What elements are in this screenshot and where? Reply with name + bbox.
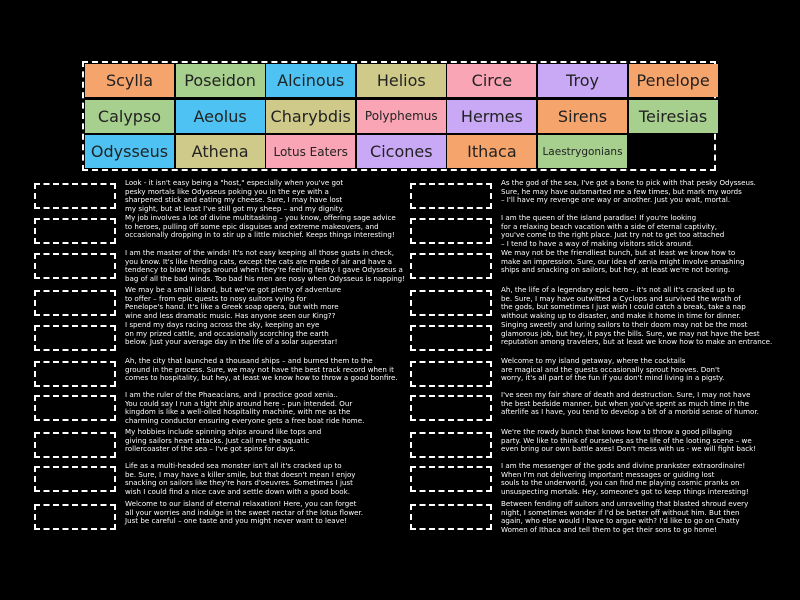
clue-text: We may be a small island, but we've got plenty of adventure to offer – from epic quests to nosy suitors vying for Penelope's hand. It's like a Greek soap opera, but with more wine and less dramatic music. Has anyone seen our King?? — [125, 285, 342, 320]
clue-text: I am the master of the winds! It's not easy keeping all those gusts in check, you know. It's like herding cats, except the cats are made of air and have a tendency to blow things around when they're feeling feisty. I gave Odysseus a bag of all the bad winds. Too bad his men are nosy when Odysseus is napping! — [125, 248, 406, 283]
tile-sirens[interactable]: Sirens — [538, 100, 627, 133]
clue-text: I spend my days racing across the sky, keeping an eye on my prized cattle, and occasionally scorching the earth below. Just your average day in the life of a solar superstar! — [125, 320, 338, 347]
clue-text: I am the queen of the island paradise! If you're looking for a relaxing beach vacation with a side of eternal captivity, you've come to the right place. Just try not to get too attached – I tend to have a way of making visitors stick around. — [501, 213, 725, 248]
answer-drop-zone[interactable] — [410, 466, 492, 492]
answer-drop-zone[interactable] — [410, 183, 492, 209]
answer-drop-zone[interactable] — [34, 395, 116, 421]
answer-drop-zone[interactable] — [410, 395, 492, 421]
tile-charybdis[interactable]: Charybdis — [266, 100, 355, 133]
answer-drop-zone[interactable] — [410, 361, 492, 387]
clue-text: As the god of the sea, I've got a bone to pick with that pesky Odysseus. Sure, he may have outsmarted me a few times, but mark my words – I'll have my revenge one way or another. Just you wait, mortal. — [501, 178, 756, 205]
answer-drop-zone[interactable] — [34, 361, 116, 387]
tile-calypso[interactable]: Calypso — [85, 100, 174, 133]
tile-circe[interactable]: Circe — [447, 64, 536, 97]
answer-drop-zone[interactable] — [34, 504, 116, 530]
answer-drop-zone[interactable] — [34, 183, 116, 209]
answer-drop-zone[interactable] — [410, 290, 492, 316]
answer-drop-zone[interactable] — [410, 504, 492, 530]
answer-drop-zone[interactable] — [34, 290, 116, 316]
tile-aeolus[interactable]: Aeolus — [176, 100, 265, 133]
clue-text: Life as a multi-headed sea monster isn't all it's cracked up to be. Sure, I may have a killer smile, but that doesn't mean I enjoy snacking on sailors like they're hors d'oeuvres. Sometimes I just wish I could find a nice cave and settle down with a good book. — [125, 461, 356, 496]
tile-polyphemus[interactable]: Polyphemus — [357, 100, 446, 133]
clue-text: We're the rowdy bunch that knows how to throw a good pillaging party. We like to think of ourselves as the life of the looting scene – we even bring our own battle axes! Don't mess with us - we will fight back! — [501, 427, 757, 454]
clue-text: Singing sweetly and luring sailors to their doom may not be the most glamorous job, but hey, it pays the bills. Sure, we may not have the best reputation among travelers, but at least we know how to make an entrance. — [501, 320, 773, 347]
tile-bank — [82, 61, 716, 171]
answer-drop-zone[interactable] — [410, 325, 492, 351]
tile-odysseus[interactable]: Odysseus — [85, 135, 174, 168]
clue-text: Ah, the life of a legendary epic hero – it's not all it's cracked up to be. Sure, I may have outwitted a Cyclops and survived the wrath of the gods, but sometimes I just wish I could catch a break, take a nap without waking up to disaster, and make it home in time for dinner. — [501, 285, 746, 320]
tile-lotus-eaters[interactable]: Lotus Eaters — [266, 135, 355, 168]
answer-drop-zone[interactable] — [34, 466, 116, 492]
tile-athena[interactable]: Athena — [176, 135, 265, 168]
answer-drop-zone[interactable] — [34, 218, 116, 244]
answer-drop-zone[interactable] — [34, 253, 116, 279]
tile-laestrygonians[interactable]: Laestrygonians — [538, 135, 627, 168]
answer-drop-zone[interactable] — [410, 218, 492, 244]
tile-cicones[interactable]: Cicones — [357, 135, 446, 168]
tile-helios[interactable]: Helios — [357, 64, 446, 97]
clue-text: Look - it isn't easy being a "host," especially when you've got pesky mortals like Odysseus poking you in the eye with a sharpened stick and eating my cheese. Sure, I may have lost my sight, but at least I've still got my sheep – and my dignity. — [125, 178, 345, 213]
tile-scylla[interactable]: Scylla — [85, 64, 174, 97]
clue-text: My job involves a lot of divine multitasking – you know, offering sage advice to heroes, pulling off some epic disguises and extreme makeovers, and occasionally dropping in to stir up a little mischief. Keeps things interesting! — [125, 213, 396, 240]
clue-text: I am the ruler of the Phaeacians, and I practice good xenia.. You could say I run a tight ship around here – pun intended. Our kingdom is like a well-oiled hospitality machine, with me as the charming conductor ensuring everyone gets a free boat ride home. — [125, 390, 365, 425]
clue-text: Between fending off suitors and unraveling that blasted shroud every night, I sometimes wonder if I'd be better off without him. But then again, who else would I have to argue with? I'd like to go on Chatty Women of Ithaca and tell them to get their sons to go home! — [501, 499, 749, 534]
tile-hermes[interactable]: Hermes — [447, 100, 536, 133]
clue-text: Welcome to our island of eternal relaxation! Here, you can forget all your worries and indulge in the sweet nectar of the lotus flower. Just be careful – one taste and you might never want to leave! — [125, 499, 364, 526]
clue-text: Ah, the city that launched a thousand ships – and burned them to the ground in the process. Sure, we may not have the best track record when it comes to hospitality, but hey, at least we know how to throw a good bonfire. — [125, 356, 398, 383]
answer-drop-zone[interactable] — [34, 432, 116, 458]
clue-text: I've seen my fair share of death and destruction. Sure, I may not have the best bedside manner, but when you've spent as much time in the afterlife as I have, you tend to develop a bit of a morbid sense of humor. — [501, 390, 759, 417]
answer-drop-zone[interactable] — [410, 432, 492, 458]
clue-text: My hobbies include spinning ships around like tops and giving sailors heart attacks. Just call me the aquatic rollercoaster of the sea – I've got spins for days. — [125, 427, 322, 454]
tile-penelope[interactable]: Penelope — [629, 64, 718, 97]
tile-alcinous[interactable]: Alcinous — [266, 64, 355, 97]
tile-ithaca[interactable]: Ithaca — [447, 135, 536, 168]
tile-teiresias[interactable]: Teiresias — [629, 100, 718, 133]
clue-text: We may not be the friendliest bunch, but at least we know how to make an impression. Sure, our idea of xenia might involve smashing ships and snacking on sailors, but hey, at least we're not boring. — [501, 248, 745, 275]
answer-drop-zone[interactable] — [34, 325, 116, 351]
answer-drop-zone[interactable] — [410, 253, 492, 279]
clue-text: I am the messenger of the gods and divine prankster extraordinaire! When I'm not delivering important messages or guiding lost souls to the underworld, you can find me playing cosmic pranks on unsuspecting mortals. Hey, someone's got to keep things interesting! — [501, 461, 749, 496]
clue-text: Welcome to my island getaway, where the cocktails are magical and the guests occasionally sprout hooves. Don't worry, it's all part of the fun if you don't mind living in a pigsty. — [501, 356, 725, 383]
tile-poseidon[interactable]: Poseidon — [176, 64, 265, 97]
tile-troy[interactable]: Troy — [538, 64, 627, 97]
